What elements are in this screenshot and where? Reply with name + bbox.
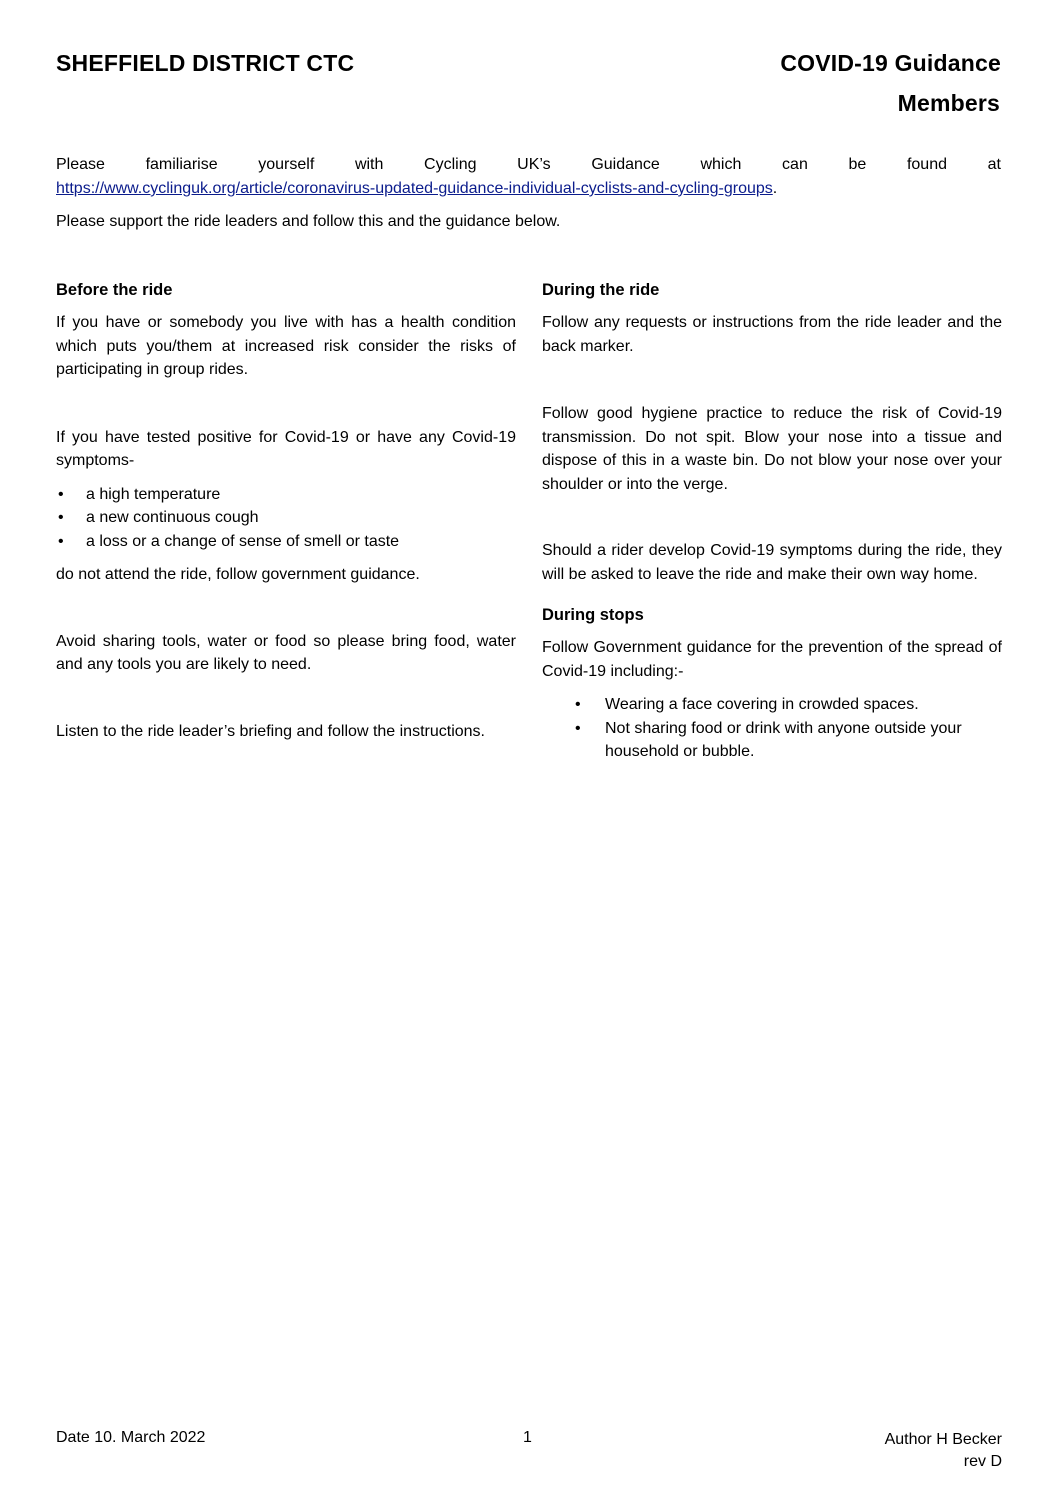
during-ride-heading: During the ride (542, 281, 660, 299)
stops-list (542, 693, 1002, 764)
do-not-attend-paragraph: do not attend the ride, follow government guidance. (56, 566, 420, 583)
health-condition-paragraph: If you have or somebody you live with has a health condition which puts you/them at increased risk consider the risks of participating in group rides. (56, 314, 516, 378)
before-ride-heading: Before the ride (56, 281, 173, 299)
document-subtitle: Members (897, 90, 1000, 116)
intro-link-line (56, 177, 1001, 201)
intro-section (56, 153, 1001, 234)
footer-date: Date 10. March 2022 (56, 1429, 206, 1446)
during-stops-heading: During stops (542, 606, 644, 624)
symptoms-during-paragraph: Should a rider develop Covid-19 symptoms during the ride, they will be asked to leave the ride and make their own way home. (542, 542, 1002, 583)
bullet-icon: • (575, 719, 581, 737)
sharing-paragraph: Avoid sharing tools, water or food so please bring food, water and any tools you are likely to need. (56, 632, 516, 673)
footer-author: Author H Becker (884, 1431, 1002, 1448)
list-item: • a loss or a change of sense of smell or taste (56, 530, 516, 554)
briefing-paragraph: Listen to the ride leader’s briefing and follow the instructions. (56, 722, 485, 740)
during-ride-column (542, 278, 1002, 774)
bullet-icon: • (58, 485, 64, 503)
list-item: • a new continuous cough (56, 506, 516, 530)
cycling-uk-guidance-link[interactable]: https://www.cyclinguk.org/article/coronavirus-updated-guidance-individual-cyclists-and-cycling-groups (56, 180, 773, 197)
footer-revision: rev D (963, 1453, 1002, 1470)
organisation-name: SHEFFIELD DISTRICT CTC (56, 50, 355, 76)
tested-positive-paragraph: If you have tested positive for Covid-19 or have any Covid-19 symptoms- (56, 428, 516, 469)
page-number: 1 (523, 1429, 532, 1446)
intro-link-suffix: . (772, 180, 778, 197)
symptoms-list (56, 483, 516, 554)
bullet-icon: • (575, 696, 581, 713)
list-item: • a high temperature (56, 483, 516, 507)
hygiene-paragraph: Follow good hygiene practice to reduce the risk of Covid-19 transmission. Do not spit. Blow your nose into a tissue and dispose of this in a waste bin. Do not blow your nose over your shoulder or into the verge. (542, 405, 1002, 493)
intro-support-text: Please support the ride leaders and follow this and the guidance below. (56, 213, 561, 230)
document-title: COVID-19 Guidance (780, 50, 1001, 76)
footer-author-block (885, 1429, 1002, 1473)
bullet-icon: • (58, 532, 64, 550)
before-ride-column (56, 278, 516, 743)
requests-paragraph: Follow any requests or instructions from the ride leader and the back marker. (542, 314, 1002, 355)
intro-text: Please familiarise yourself with Cycling UK’s Guidance which can be found at (56, 156, 1001, 173)
list-item: • Not sharing food or drink with anyone outside your household or bubble. (542, 717, 1002, 764)
list-item: • Wearing a face covering in crowded spaces. (542, 693, 1002, 717)
government-guidance-paragraph: Follow Government guidance for the prevention of the spread of Covid-19 including:- (542, 639, 1002, 680)
bullet-icon: • (58, 509, 64, 526)
